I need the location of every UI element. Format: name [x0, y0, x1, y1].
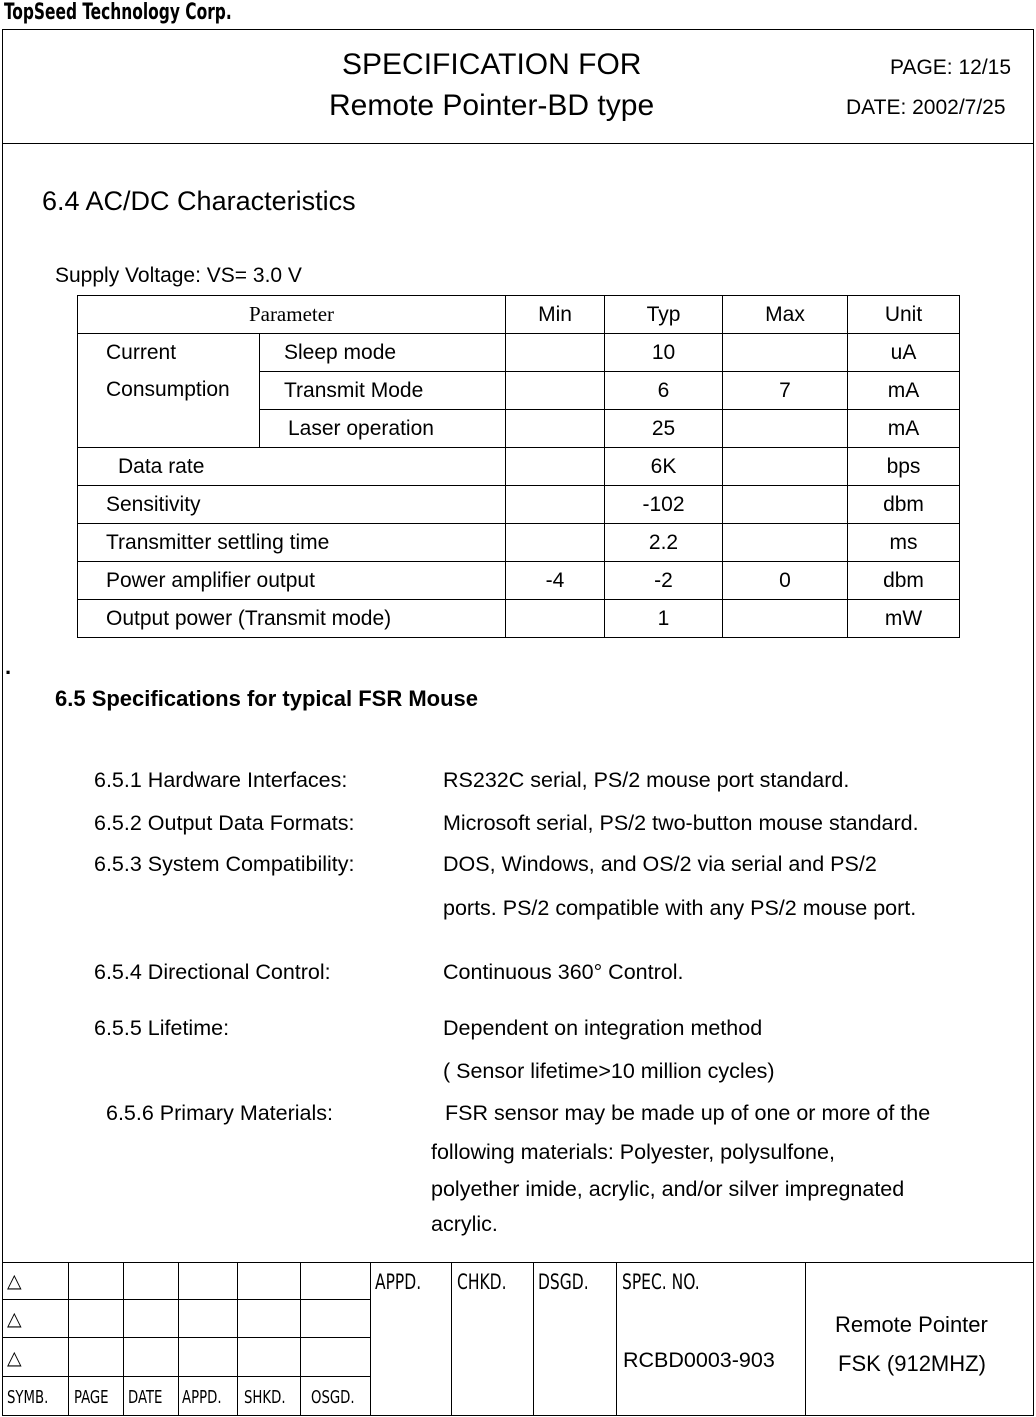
cell-param: Data rate [78, 448, 506, 486]
stray-dot: . [5, 654, 12, 679]
header-divider [2, 143, 1034, 144]
cell-unit: mA [848, 410, 960, 448]
cell-typ: -102 [605, 486, 723, 524]
spec-title-line1: SPECIFICATION FOR [342, 48, 642, 81]
cell-unit: ms [848, 524, 960, 562]
cell-unit: dbm [848, 486, 960, 524]
cell-unit: mW [848, 600, 960, 638]
header-max: Max [723, 296, 848, 334]
spec-item-value: Continuous 360° Control. [443, 960, 684, 984]
spec-item-label: 6.5.6 Primary Materials: [106, 1101, 334, 1125]
appd-label: APPD. [375, 1270, 422, 1294]
revision-grid-line [2, 1299, 370, 1300]
cell-mode: Sleep mode [260, 334, 506, 372]
header-min: Min [506, 296, 605, 334]
table-header-row [78, 296, 960, 334]
cell-max [723, 486, 848, 524]
cell-max [723, 334, 848, 372]
cell-param: Power amplifier output [78, 562, 506, 600]
spec-no-value: RCBD0003-903 [623, 1348, 775, 1372]
revision-grid-line [300, 1262, 301, 1416]
cell-typ: 2.2 [605, 524, 723, 562]
title-block [2, 1262, 1034, 1416]
cell-max: 0 [723, 562, 848, 600]
spec-item-label: 6.5.5 Lifetime: [94, 1016, 230, 1040]
spec-item-value: RS232C serial, PS/2 mouse port standard. [443, 768, 850, 792]
current-consumption-label [78, 334, 260, 448]
spec-item-label: 6.5.3 System Compatibility: [94, 852, 355, 876]
cell-typ: 6K [605, 448, 723, 486]
approval-grid-line [533, 1262, 534, 1416]
cell-mode: Transmit Mode [260, 372, 506, 410]
revision-grid-line [123, 1262, 124, 1416]
cell-param: Transmitter settling time [78, 524, 506, 562]
cell-typ: 10 [605, 334, 723, 372]
table-row [78, 600, 960, 638]
table-row [78, 524, 960, 562]
revision-triangle-icon: △ [7, 1309, 22, 1330]
cell-min [506, 372, 605, 410]
current-label-line1: Current [106, 341, 177, 364]
document-date: DATE: 2002/7/25 [846, 96, 1006, 119]
page-number: PAGE: 12/15 [890, 56, 1012, 79]
approval-grid-line [805, 1262, 806, 1416]
cell-min [506, 600, 605, 638]
cell-max [723, 524, 848, 562]
cell-typ: 6 [605, 372, 723, 410]
spec-item-label: 6.5.1 Hardware Interfaces: [94, 768, 348, 792]
dsgd-label: DSGD. [538, 1270, 589, 1294]
chkd-label: CHKD. [457, 1270, 507, 1294]
product-name-line1: Remote Pointer [835, 1312, 988, 1337]
cell-unit: bps [848, 448, 960, 486]
approval-grid-line [451, 1262, 452, 1416]
footer-top-border [2, 1262, 1034, 1263]
page-frame [2, 29, 1034, 1416]
col-label-symb: SYMB. [7, 1387, 49, 1408]
revision-grid-line [68, 1262, 69, 1416]
col-label-appd: APPD. [182, 1387, 222, 1408]
revision-grid-line [237, 1262, 238, 1416]
table-row [78, 448, 960, 486]
cell-unit: dbm [848, 562, 960, 600]
cell-min [506, 448, 605, 486]
revision-grid-line [370, 1262, 371, 1416]
cell-unit: mA [848, 372, 960, 410]
company-name: TopSeed Technology Corp. [4, 0, 232, 25]
spec-item-value: following materials: Polyester, polysulfone, [431, 1140, 835, 1164]
cell-param: Sensitivity [78, 486, 506, 524]
cell-param: Output power (Transmit mode) [78, 600, 506, 638]
cell-max [723, 410, 848, 448]
section-6-5-heading: 6.5 Specifications for typical FSR Mouse [55, 686, 478, 711]
revision-grid-line [2, 1337, 370, 1338]
cell-min: -4 [506, 562, 605, 600]
spec-item-label: 6.5.2 Output Data Formats: [94, 811, 355, 835]
revision-grid-line [178, 1262, 179, 1416]
approval-grid-line [616, 1262, 617, 1416]
spec-item-value: DOS, Windows, and OS/2 via serial and PS/2 [443, 852, 877, 876]
spec-item-value: Dependent on integration method [443, 1016, 763, 1040]
cell-typ: -2 [605, 562, 723, 600]
current-label-line2: Consumption [106, 378, 230, 401]
cell-min [506, 524, 605, 562]
col-label-osgd: OSGD. [311, 1387, 355, 1408]
section-6-4-heading: 6.4 AC/DC Characteristics [42, 186, 356, 216]
ac-dc-characteristics-table [77, 295, 960, 638]
spec-item-value: ( Sensor lifetime>10 million cycles) [443, 1059, 775, 1083]
header-typ: Typ [605, 296, 723, 334]
cell-max [723, 448, 848, 486]
spec-item-value: polyether imide, acrylic, and/or silver impregnated [431, 1177, 905, 1201]
spec-item-label: 6.5.4 Directional Control: [94, 960, 331, 984]
spec-item-value: FSR sensor may be made up of one or more of the [445, 1101, 931, 1125]
table-row [78, 334, 960, 372]
cell-typ: 25 [605, 410, 723, 448]
table-row [78, 486, 960, 524]
spec-no-label: SPEC. NO. [622, 1270, 700, 1294]
cell-mode: Laser operation [260, 410, 506, 448]
cell-typ: 1 [605, 600, 723, 638]
cell-max: 7 [723, 372, 848, 410]
header-unit: Unit [848, 296, 960, 334]
cell-min [506, 410, 605, 448]
supply-voltage: Supply Voltage: VS= 3.0 V [55, 264, 302, 287]
product-name-line2: FSK (912MHZ) [838, 1351, 986, 1376]
revision-triangle-icon: △ [7, 1348, 22, 1369]
col-label-shkd: SHKD. [244, 1387, 286, 1408]
spec-item-value: ports. PS/2 compatible with any PS/2 mouse port. [443, 896, 917, 920]
cell-min [506, 334, 605, 372]
header-parameter: Parameter [78, 296, 506, 334]
cell-min [506, 486, 605, 524]
spec-item-value: acrylic. [431, 1212, 498, 1236]
cell-unit: uA [848, 334, 960, 372]
spec-title-line2: Remote Pointer-BD type [329, 89, 655, 122]
col-label-page: PAGE [74, 1387, 109, 1408]
revision-triangle-icon: △ [7, 1271, 22, 1292]
col-label-date: DATE [128, 1387, 163, 1408]
revision-grid-line [2, 1376, 370, 1377]
cell-max [723, 600, 848, 638]
table-row [78, 562, 960, 600]
spec-item-value: Microsoft serial, PS/2 two-button mouse standard. [443, 811, 919, 835]
